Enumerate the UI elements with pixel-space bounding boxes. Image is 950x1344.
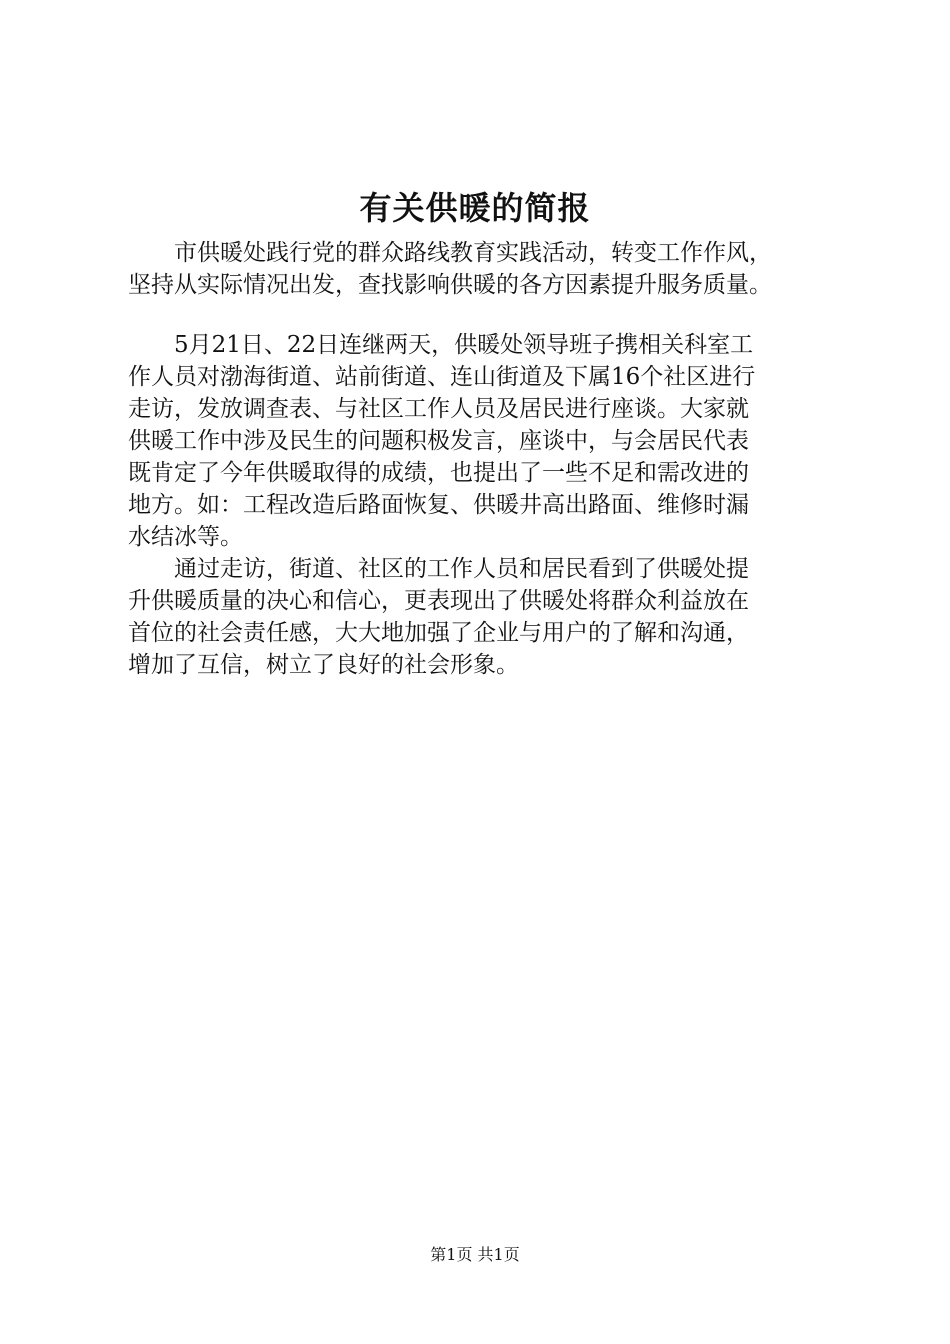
paragraph-line: 升供暖质量的决心和信心，更表现出了供暖处将群众利益放在: [128, 588, 749, 614]
paragraph-line: 通过走访，街道、社区的工作人员和居民看到了供暖处提: [128, 556, 749, 582]
paragraph-line: 首位的社会责任感，大大地加强了企业与用户的了解和沟通，: [128, 620, 749, 646]
document-title: 有关供暖的简报: [359, 189, 591, 227]
paragraph-line: 增加了互信，树立了良好的社会形象。: [128, 652, 519, 678]
paragraph-line: 供暖工作中涉及民生的问题积极发言，座谈中，与会居民代表: [128, 428, 749, 454]
paragraph-line: 既肯定了今年供暖取得的成绩，也提出了一些不足和需改进的: [128, 460, 749, 486]
paragraph-line: 作人员对渤海街道、站前街道、连山街道及下属16个社区进行: [128, 364, 756, 390]
paragraph-line: 水结冰等。: [128, 524, 243, 550]
paragraph-line: 5月21日、22日连继两天，供暖处领导班子携相关科室工: [128, 332, 754, 358]
paragraph-line: 坚持从实际情况出发，查找影响供暖的各方因素提升服务质量。: [128, 272, 772, 298]
paragraph-line: 地方。如：工程改造后路面恢复、供暖井高出路面、维修时漏: [128, 492, 749, 518]
page-number-footer: 第1页 共1页: [430, 1245, 520, 1264]
paragraph-line: 市供暖处践行党的群众路线教育实践活动，转变工作作风，: [128, 240, 772, 266]
paragraph-line: 走访，发放调查表、与社区工作人员及居民进行座谈。大家就: [128, 396, 749, 422]
